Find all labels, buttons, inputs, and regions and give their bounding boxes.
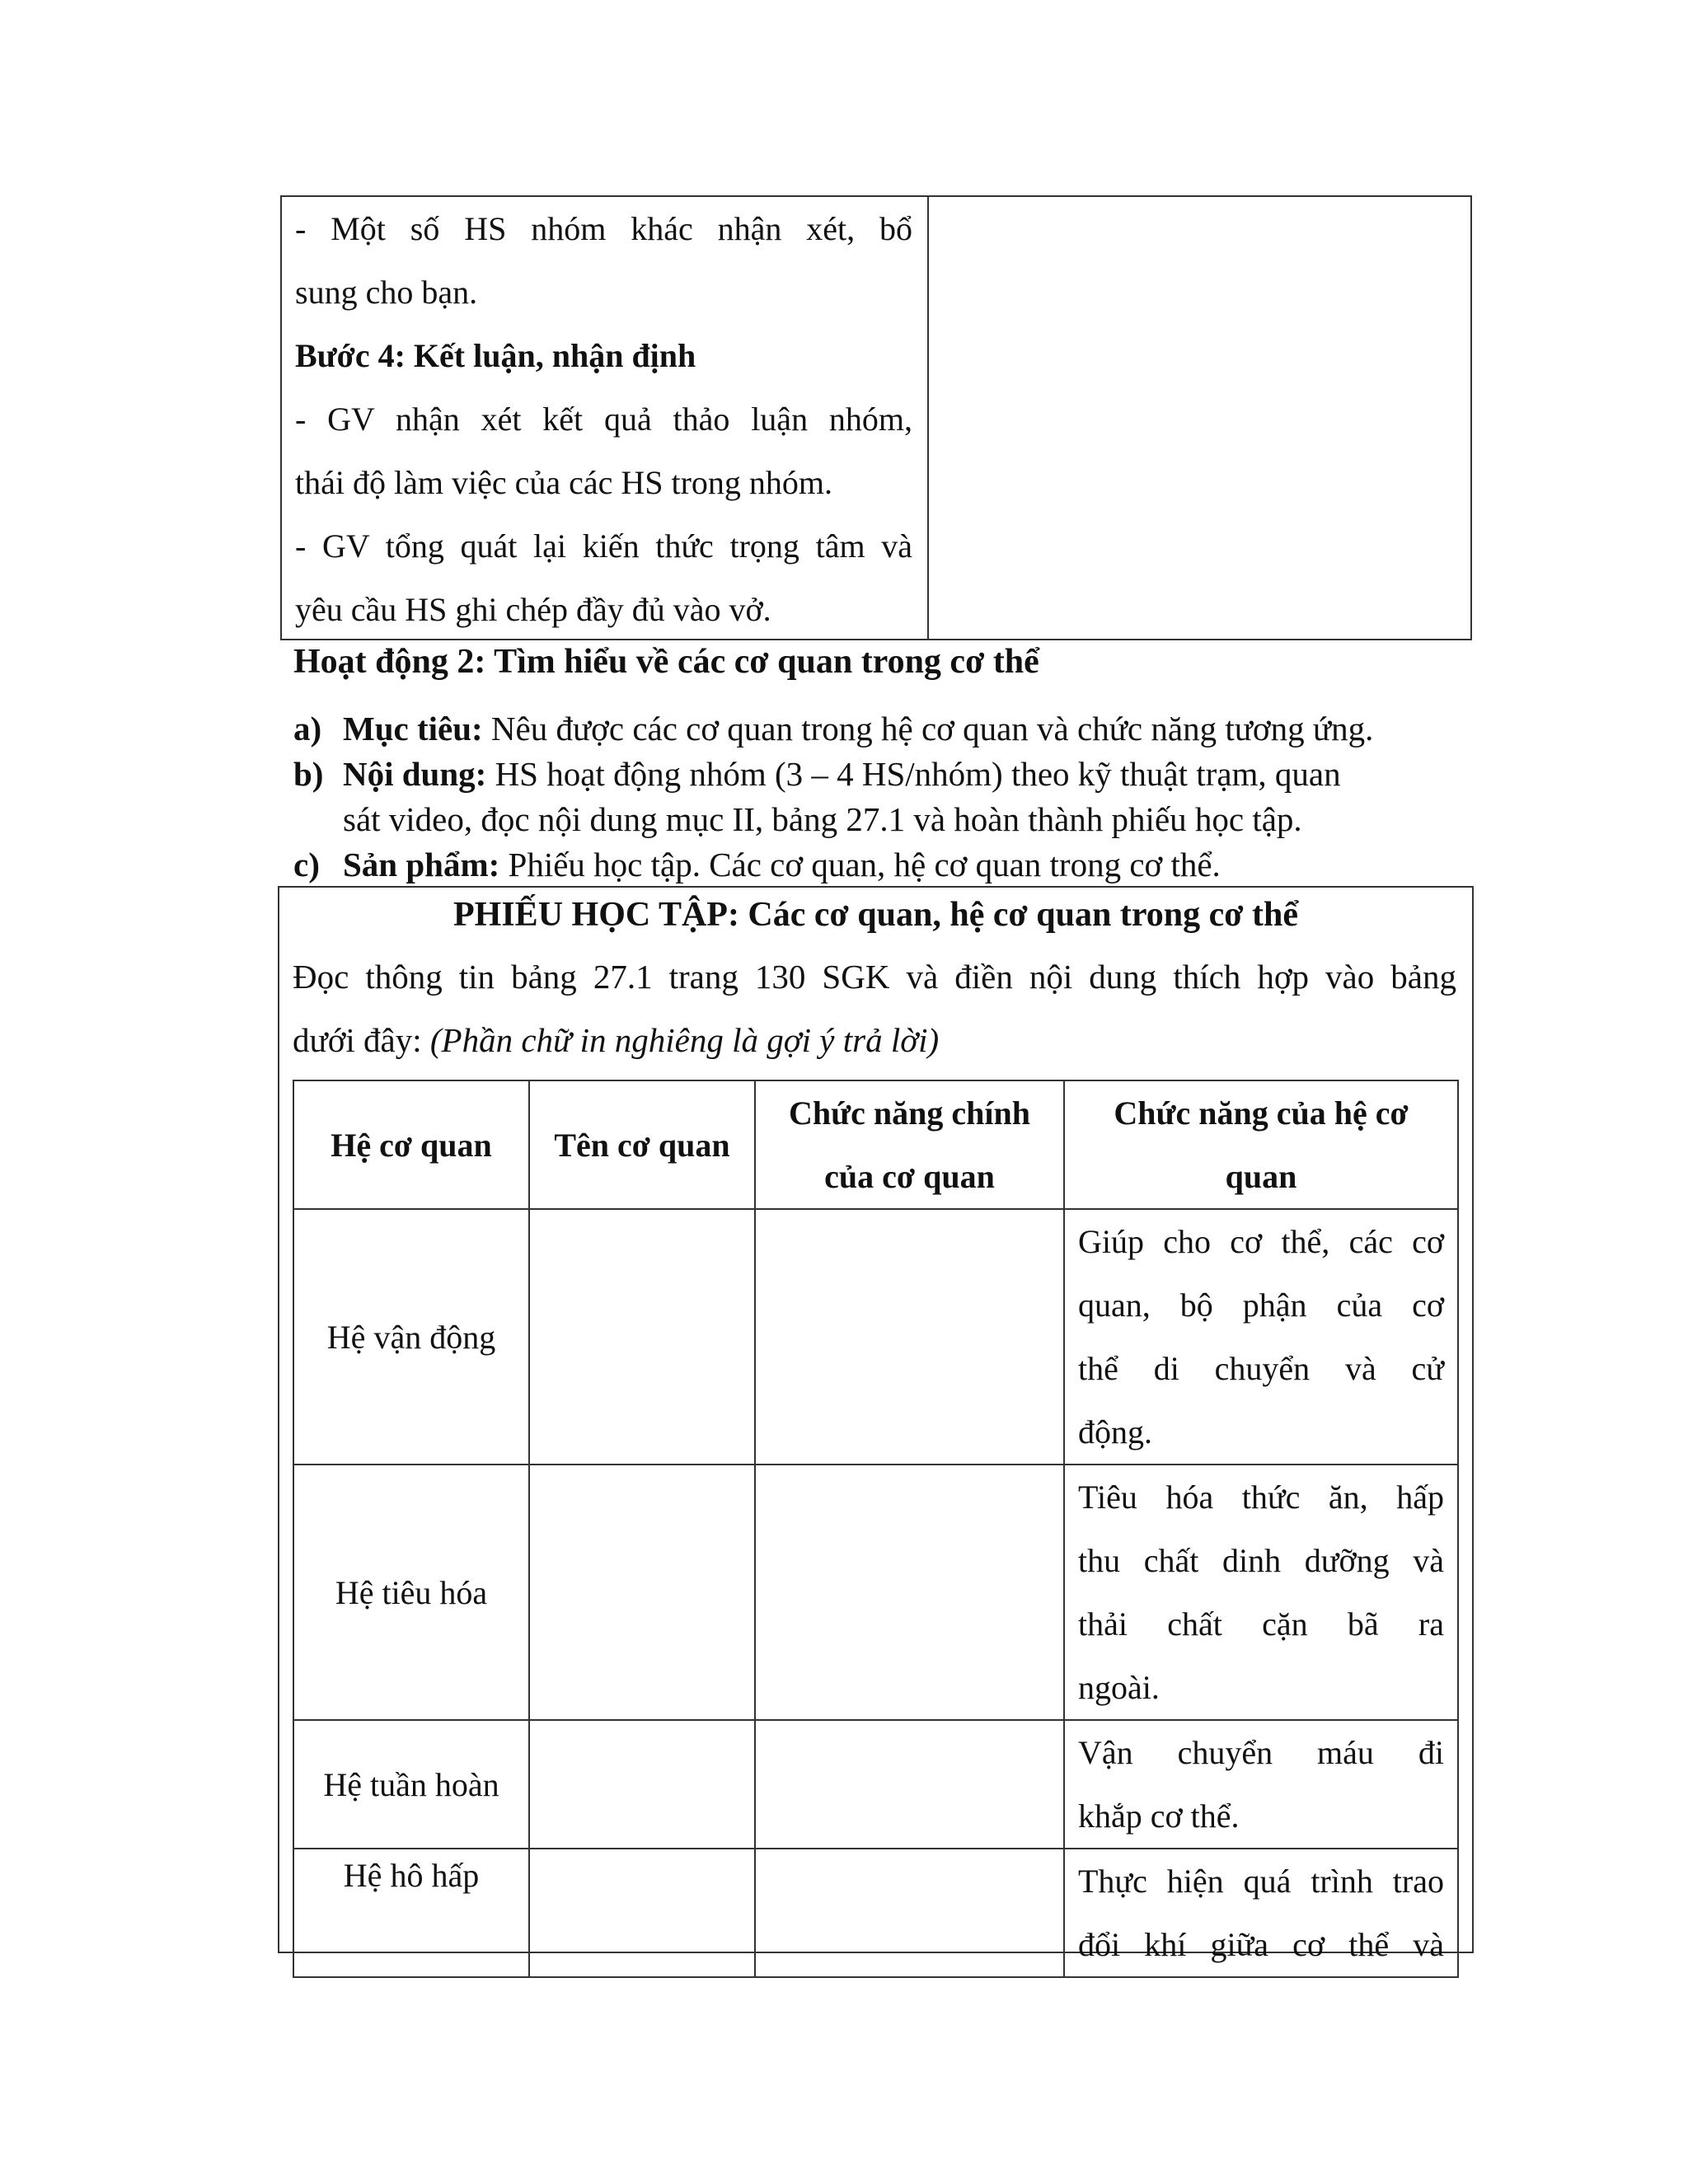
function-line: thải chất cặn bã ra (1078, 1605, 1444, 1643)
list-marker: b) (293, 755, 324, 793)
system-function-cell (1064, 1209, 1458, 1465)
step-heading: Bước 4: Kết luận, nhận định (295, 337, 696, 374)
organ-function-cell (755, 1465, 1064, 1720)
text-line: - GV tổng quát lại kiến thức trọng tâm và (295, 527, 912, 565)
header-system: Hệ cơ quan (293, 1080, 529, 1209)
function-line: Giúp cho cơ thể, các cơ (1078, 1223, 1444, 1260)
text-line: thái độ làm việc của các HS trong nhóm. (295, 464, 833, 501)
item-text: sát video, đọc nội dung mục II, bảng 27.1 và hoàn thành phiếu học tập. (343, 800, 1302, 838)
function-line: Thực hiện quá trình trao (1078, 1863, 1444, 1900)
item-label: Sản phẩm: (343, 846, 500, 883)
function-line: thu chất dinh dưỡng và (1078, 1542, 1444, 1579)
activity-list (293, 706, 1480, 888)
table-row (293, 1720, 1458, 1849)
text-line: - Một số HS nhóm khác nhận xét, bổ (295, 210, 912, 247)
worksheet-instruction: Đọc thông tin bảng 27.1 trang 130 SGK và điền nội dung thích hợp vào bảng (293, 958, 1456, 996)
item-label: Nội dung: (343, 755, 487, 793)
worksheet-instruction-cont (293, 1015, 939, 1065)
item-text: Nêu được các cơ quan trong hệ cơ quan và chức năng tương ứng. (482, 710, 1374, 748)
item-text: Phiếu học tập. Các cơ quan, hệ cơ quan trong cơ thể. (499, 846, 1221, 883)
instruction-text: dưới đây: (293, 1021, 430, 1059)
function-line: khắp cơ thể. (1078, 1797, 1240, 1835)
item-label: Mục tiêu: (343, 710, 483, 748)
function-line: đổi khí giữa cơ thể và (1078, 1926, 1444, 1963)
list-marker: a) (293, 710, 322, 748)
function-line: thể di chuyển và cử (1078, 1350, 1444, 1387)
organ-cell (529, 1849, 755, 1977)
table-row (293, 1209, 1458, 1465)
list-item (293, 752, 1480, 842)
system-name: Hệ vận động (293, 1209, 529, 1465)
table-row (293, 1849, 1458, 1977)
header-organ-function: Chức năng chính của cơ quan (755, 1080, 1064, 1209)
text-line: yêu cầu HS ghi chép đầy đủ vào vở. (295, 591, 771, 628)
worksheet-box (278, 886, 1474, 1963)
list-item (293, 842, 1480, 888)
system-function-cell (1064, 1849, 1458, 1977)
list-item (293, 706, 1480, 752)
organ-cell (529, 1720, 755, 1849)
function-line: ngoài. (1078, 1669, 1160, 1706)
table-header-row (293, 1080, 1458, 1209)
organ-systems-table (293, 1080, 1459, 1978)
hint-note: (Phần chữ in nghiêng là gợi ý trả lời) (429, 1021, 940, 1059)
text-line: sung cho bạn. (295, 274, 478, 311)
function-line: Vận chuyển máu đi (1078, 1734, 1444, 1771)
organ-function-cell (755, 1720, 1064, 1849)
header-system-function: Chức năng của hệ cơ quan (1064, 1080, 1458, 1209)
function-line: Tiêu hóa thức ăn, hấp (1078, 1479, 1444, 1516)
teacher-activity-cell (282, 197, 929, 639)
item-text: HS hoạt động nhóm (3 – 4 HS/nhóm) theo kỹ thuật trạm, quan (486, 755, 1341, 793)
system-function-cell (1064, 1720, 1458, 1849)
list-marker: c) (293, 846, 320, 883)
system-name: Hệ hô hấp (293, 1849, 529, 1977)
system-name: Hệ tuần hoàn (293, 1720, 529, 1849)
function-line: quan, bộ phận của cơ (1078, 1286, 1444, 1324)
worksheet-title: PHIẾU HỌC TẬP: Các cơ quan, hệ cơ quan trong cơ thể (453, 896, 1298, 934)
system-name: Hệ tiêu hóa (293, 1465, 529, 1720)
header-organ: Tên cơ quan (529, 1080, 755, 1209)
organ-cell (529, 1209, 755, 1465)
empty-cell (929, 197, 1470, 639)
text-line: - GV nhận xét kết quả thảo luận nhóm, (295, 401, 912, 438)
system-function-cell (1064, 1465, 1458, 1720)
organ-function-cell (755, 1209, 1064, 1465)
continuation-table (280, 195, 1472, 640)
organ-function-cell (755, 1849, 1064, 1977)
function-line: động. (1078, 1413, 1152, 1451)
activity-heading: Hoạt động 2: Tìm hiểu về các cơ quan trong cơ thể (293, 643, 1039, 681)
table-row (293, 1465, 1458, 1720)
organ-cell (529, 1465, 755, 1720)
